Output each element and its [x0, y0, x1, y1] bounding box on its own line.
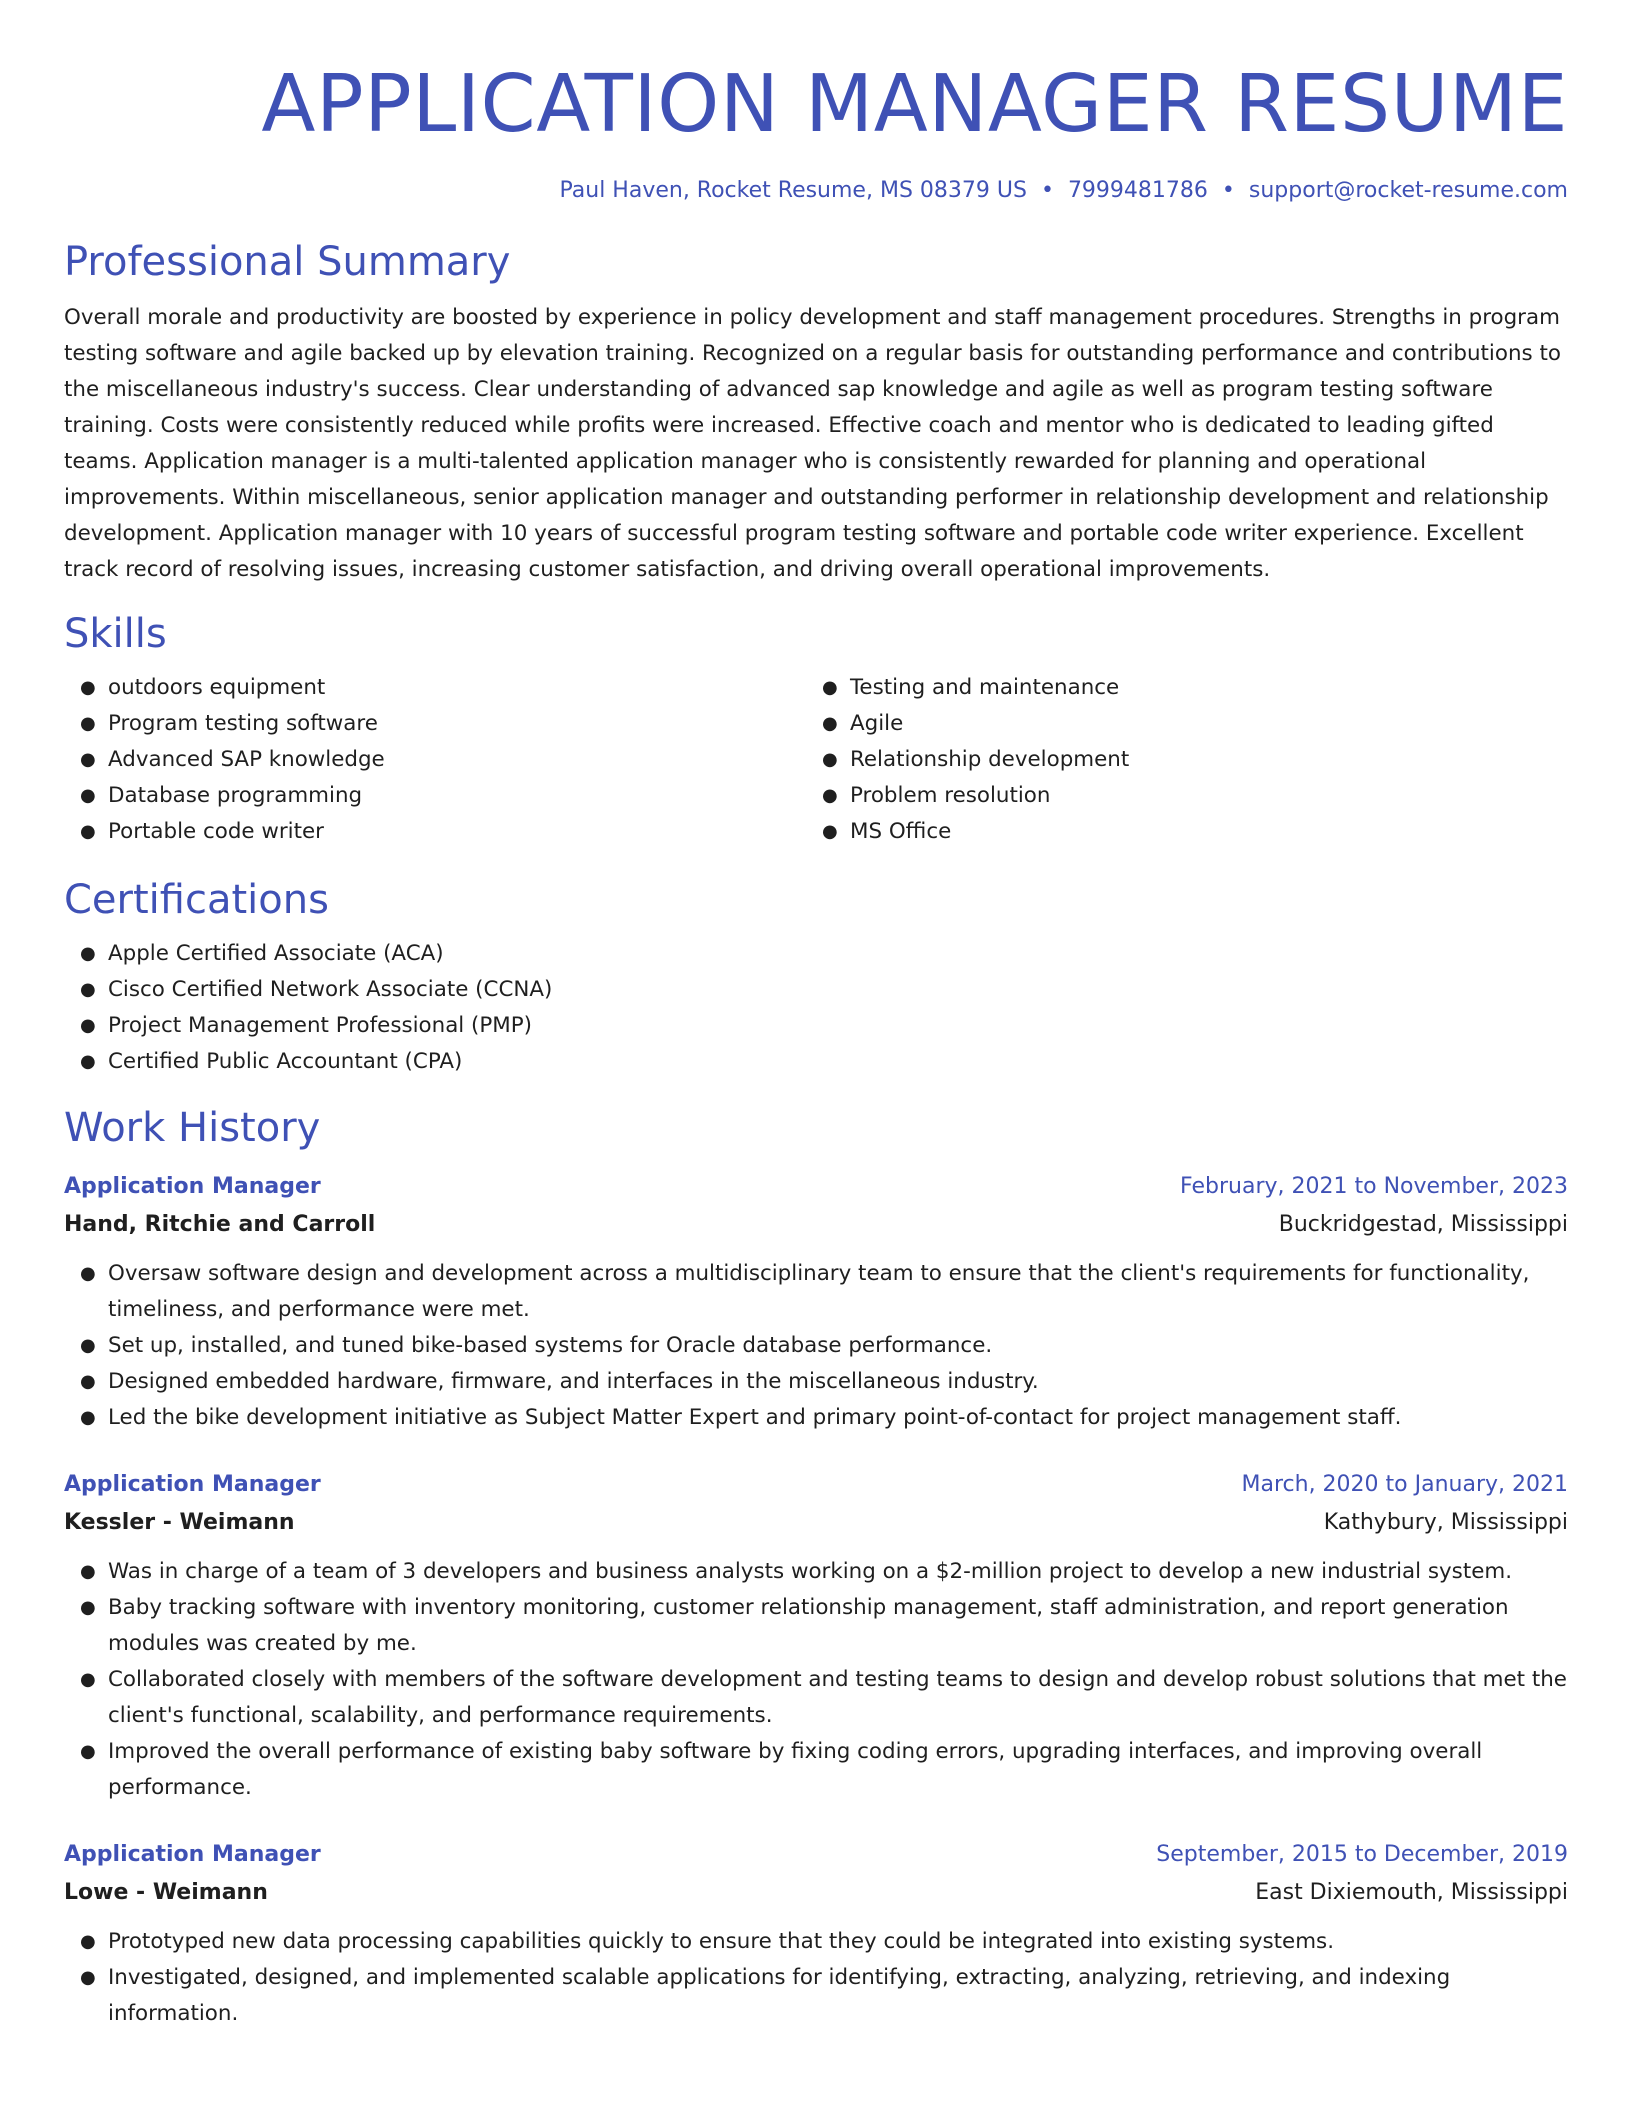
job-bullet: ● Set up, installed, and tuned bike-based systems for Oracle database performance.	[64, 1328, 1568, 1364]
work-history-heading: Work History	[64, 1105, 321, 1151]
certification-item: ● Apple Certified Associate (ACA)	[64, 936, 1568, 972]
skill-item: ● MS Office	[806, 814, 1548, 850]
bullet-icon: ●	[80, 785, 96, 806]
skill-item: ● Program testing software	[64, 706, 806, 742]
job-location: Buckridgestad, Mississippi	[1278, 1212, 1568, 1237]
contact-phone: 7999481786	[1067, 178, 1208, 203]
certification-item: ● Certified Public Accountant (CPA)	[64, 1044, 1568, 1080]
bullet-icon: ●	[80, 1263, 96, 1284]
bullet-icon: ●	[822, 677, 838, 698]
job-entry	[64, 1466, 1568, 1806]
job-bullet: ● Led the bike development initiative as Subject Matter Expert and primary point-of-contact for project management staff.	[64, 1400, 1568, 1436]
job-location: East Dixiemouth, Mississippi	[1255, 1880, 1568, 1905]
certification-item: ● Cisco Certified Network Associate (CCNA)	[64, 972, 1568, 1008]
job-entry	[64, 1168, 1568, 1436]
job-dates: March, 2020 to January, 2021	[1241, 1472, 1568, 1497]
bullet-icon: ●	[80, 1741, 96, 1762]
bullet-icon: ●	[80, 677, 96, 698]
skill-item: ● Testing and maintenance	[806, 670, 1548, 706]
bullet-icon: ●	[822, 821, 838, 842]
contact-separator: •	[1040, 178, 1054, 203]
job-bullet: ● Baby tracking software with inventory monitoring, customer relationship management, staff administration, and report generation modules was created by me.	[64, 1590, 1568, 1662]
job-company: Kessler - Weimann	[64, 1510, 295, 1535]
job-title: Application Manager	[64, 1842, 321, 1867]
job-bullet: ● Improved the overall performance of existing baby software by fixing coding errors, upgrading interfaces, and improving overall performance.	[64, 1734, 1568, 1806]
bullet-icon: ●	[822, 749, 838, 770]
bullet-icon: ●	[80, 713, 96, 734]
skill-item: ● Database programming	[64, 778, 806, 814]
job-company: Lowe - Weimann	[64, 1880, 268, 1905]
job-bullet: ● Designed embedded hardware, firmware, and interfaces in the miscellaneous industry.	[64, 1364, 1568, 1400]
skills-left-list	[64, 670, 806, 850]
skill-item: ● Portable code writer	[64, 814, 806, 850]
resume-page	[64, 0, 1568, 2032]
bullet-icon: ●	[80, 1561, 96, 1582]
certifications-list	[64, 936, 1568, 1080]
job-bullet: ● Oversaw software design and development across a multidisciplinary team to ensure that the client's requirements for functionality, timeliness, and performance were met.	[64, 1256, 1568, 1328]
contact-separator: •	[1221, 178, 1235, 203]
job-company: Hand, Ritchie and Carroll	[64, 1212, 376, 1237]
job-bullet: ● Investigated, designed, and implemented scalable applications for identifying, extracting, analyzing, retrieving, and indexing information.	[64, 1960, 1568, 2032]
bullet-icon: ●	[822, 785, 838, 806]
bullet-icon: ●	[80, 821, 96, 842]
skills-right-list	[806, 670, 1548, 850]
certifications-heading: Certifications	[64, 877, 329, 923]
bullet-icon: ●	[80, 1931, 96, 1952]
job-title: Application Manager	[64, 1472, 321, 1497]
bullet-icon: ●	[80, 1669, 96, 1690]
job-title: Application Manager	[64, 1174, 321, 1199]
bullet-icon: ●	[822, 713, 838, 734]
bullet-icon: ●	[80, 1597, 96, 1618]
job-bullets	[64, 1554, 1568, 1806]
contact-address: Paul Haven, Rocket Resume, MS 08379 US	[559, 178, 1027, 203]
bullet-icon: ●	[80, 749, 96, 770]
skills-heading: Skills	[64, 611, 167, 657]
job-dates: February, 2021 to November, 2023	[1180, 1174, 1568, 1199]
bullet-icon: ●	[80, 1407, 96, 1428]
skill-item: ● Relationship development	[806, 742, 1548, 778]
job-bullet: ● Was in charge of a team of 3 developers and business analysts working on a $2-million project to develop a new industrial system.	[64, 1554, 1568, 1590]
bullet-icon: ●	[80, 979, 96, 1000]
skill-item: ● Advanced SAP knowledge	[64, 742, 806, 778]
certification-item: ● Project Management Professional (PMP)	[64, 1008, 1568, 1044]
job-entry	[64, 1836, 1568, 2032]
job-bullet: ● Collaborated closely with members of the software development and testing teams to design and develop robust solutions that met the client's functional, scalability, and performance requirements.	[64, 1662, 1568, 1734]
skill-item: ● outdoors equipment	[64, 670, 806, 706]
job-location: Kathybury, Mississippi	[1323, 1510, 1568, 1535]
skills-columns	[64, 670, 1568, 850]
bullet-icon: ●	[80, 1967, 96, 1988]
job-dates: September, 2015 to December, 2019	[1156, 1842, 1568, 1867]
summary-heading: Professional Summary	[64, 239, 511, 285]
bullet-icon: ●	[80, 1371, 96, 1392]
job-bullet: ● Prototyped new data processing capabilities quickly to ensure that they could be integrated into existing systems.	[64, 1924, 1568, 1960]
skill-item: ● Agile	[806, 706, 1548, 742]
contact-line	[64, 174, 1568, 208]
resume-title: APPLICATION MANAGER RESUME	[261, 58, 1568, 150]
job-bullets	[64, 1924, 1568, 2032]
skill-item: ● Problem resolution	[806, 778, 1548, 814]
bullet-icon: ●	[80, 1335, 96, 1356]
bullet-icon: ●	[80, 943, 96, 964]
bullet-icon: ●	[80, 1051, 96, 1072]
bullet-icon: ●	[80, 1015, 96, 1036]
job-bullets	[64, 1256, 1568, 1436]
contact-email[interactable]: support@rocket-resume.com	[1248, 178, 1568, 203]
summary-text: Overall morale and productivity are boosted by experience in policy development and staff management procedures. Strengths in program testing software and agile backed up by elevation training. Recognized on a regular basis for outstanding performance and contributions to the miscellaneous industry's success. Clear understanding of advanced sap knowledge and agile as well as program testing software training. Costs were consistently reduced while profits were increased. Effective coach and mentor who is dedicated to leading gifted teams. Application manager is a multi-talented application manager who is consistently rewarded for planning and operational improvements. Within miscellaneous, senior application manager and outstanding performer in relationship development and relationship development. Application manager with 10 years of successful program testing software and portable code writer experience. Excellent track record of resolving issues, increasing customer satisfaction, and driving overall operational improvements.	[64, 305, 1561, 582]
